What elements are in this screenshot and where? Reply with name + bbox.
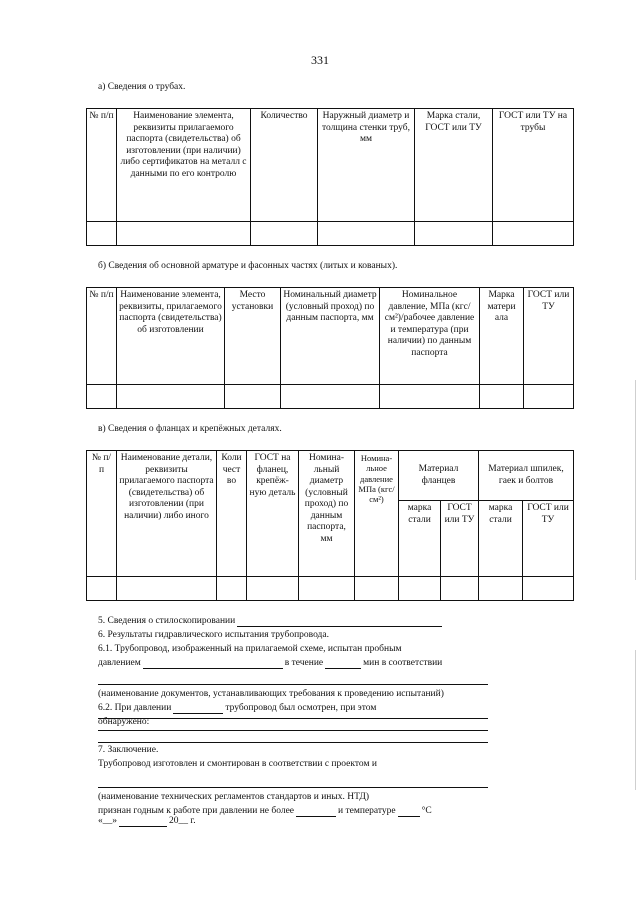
section-b-caption: б) Сведения об основной арматуре и фасонных частях (литых и кованых). — [98, 261, 398, 271]
flanges-header-material-flanges: Материал фланцев — [399, 451, 479, 501]
pipes-header-gost: ГОСТ или ТУ на трубы — [493, 109, 574, 222]
date-line — [98, 815, 488, 829]
p5-label: 5. Сведения о стилоскопировании — [98, 616, 236, 626]
test-pressure-field[interactable] — [143, 658, 283, 669]
results-section — [98, 615, 488, 671]
scan-margin-mark — [635, 380, 636, 580]
pressure-label: давлением — [98, 658, 141, 668]
flanges-header-gost-1: ГОСТ или ТУ — [441, 501, 479, 577]
minutes-label: мин в соответствии — [363, 658, 443, 668]
fittings-header-material: Марка матери ала — [480, 288, 524, 385]
found-line-3[interactable] — [98, 742, 488, 743]
results-section-2 — [98, 688, 488, 730]
flanges-header-qty: Коли чест во — [217, 451, 247, 577]
conclusion-section — [98, 744, 488, 772]
inspect-pressure-field[interactable] — [173, 703, 223, 714]
page-number: 331 — [311, 53, 329, 67]
fit-label: признан годным к работе при давлении не более — [98, 806, 295, 816]
standards-line[interactable] — [98, 787, 488, 788]
flanges-empty-row — [87, 577, 574, 601]
p62-label-2: трубопровод был осмотрен, при этом — [225, 703, 377, 713]
pipes-header-steel: Марка стали, ГОСТ или ТУ — [415, 109, 493, 222]
test-duration-field[interactable] — [325, 658, 361, 669]
flanges-header-material-fasteners: Материал шпилек, гаек и болтов — [479, 451, 574, 501]
flanges-header-diameter: Номина- льный диаметр (условный проход) по данным паспорта, мм — [299, 451, 355, 577]
date-day: «__» — [98, 816, 117, 826]
p7-text: Трубопровод изготовлен и смонтирован в соответствии с проектом и — [98, 759, 377, 769]
section-c-caption: в) Сведения о фланцах и крепёжных деталях. — [98, 424, 282, 434]
scan-margin-mark-2 — [635, 650, 636, 790]
duration-label: в течение — [284, 658, 324, 668]
flanges-header-num: № п/ п — [87, 451, 117, 577]
fittings-header-num: № п/п — [87, 288, 117, 385]
flanges-header-steel-1: марка стали — [399, 501, 441, 577]
pipes-header-diameter: Наружный диаметр и толщина стенки труб, мм — [318, 109, 415, 222]
flanges-header-pressure: Номина- льное давление МПа (кгс/см²) — [355, 451, 399, 577]
flanges-table — [86, 450, 574, 601]
fittings-header-pressure: Номинальное давление, МПа (кгс/см²)/рабочее давление и температура (при наличии) по данным паспорта — [380, 288, 480, 385]
fittings-empty-row — [87, 385, 574, 409]
flanges-header-name: Наименование детали, реквизиты прилагаемого паспорта (свидетельства) об изготовлении (при наличии) либо иного — [117, 451, 217, 577]
fittings-header-name: Наименование элемента, реквизиты, прилагаемого паспорта (свидетельства) об изготовлении — [117, 288, 225, 385]
docs-note: (наименование документов, устанавливающих требования к проведению испытаний) — [98, 689, 444, 699]
pipes-header-num: № п/п — [87, 109, 117, 222]
celsius-label: °C — [421, 806, 432, 816]
standards-note: (наименование технических регламентов стандартов и иных. НТД) — [98, 792, 369, 802]
fittings-header-location: Место установки — [225, 288, 281, 385]
section-a-caption: а) Сведения о трубах. — [98, 82, 186, 92]
found-line-1[interactable] — [98, 718, 488, 719]
date-month-field[interactable] — [119, 816, 167, 827]
p62-label: 6.2. При давлении — [98, 703, 172, 713]
flanges-header-gost: ГОСТ на фланец, крепёж- ную деталь — [247, 451, 299, 577]
docs-line[interactable] — [98, 684, 488, 685]
fittings-table — [86, 287, 574, 409]
p7-label: 7. Заключение. — [98, 745, 159, 755]
pipes-empty-row — [87, 222, 574, 246]
found-label: обнаружено: — [98, 717, 150, 727]
flanges-header-steel-2: марка стали — [479, 501, 523, 577]
pipes-header-name: Наименование элемента, реквизиты прилагаемого паспорта (свидетельства) об изготовлении (при наличии) либо сертификатов на металл с данными по его контролю — [117, 109, 251, 222]
p61-label: 6.1. Трубопровод, изображенный на прилагаемой схеме, испытан пробным — [98, 644, 402, 654]
temp-label: и температуре — [338, 806, 396, 816]
fittings-header-gost: ГОСТ или ТУ — [524, 288, 574, 385]
date-year: 20__ г. — [169, 816, 196, 826]
fittings-header-diameter: Номинальный диаметр (условный проход) по данным паспорта, мм — [281, 288, 380, 385]
p6-label: 6. Результаты гидравлического испытания трубопровода. — [98, 630, 329, 640]
pipes-table — [86, 108, 574, 246]
found-line-2[interactable] — [98, 730, 488, 731]
pipes-header-qty: Количество — [251, 109, 318, 222]
stylo-field[interactable] — [237, 616, 442, 627]
flanges-header-gost-2: ГОСТ или ТУ — [523, 501, 574, 577]
